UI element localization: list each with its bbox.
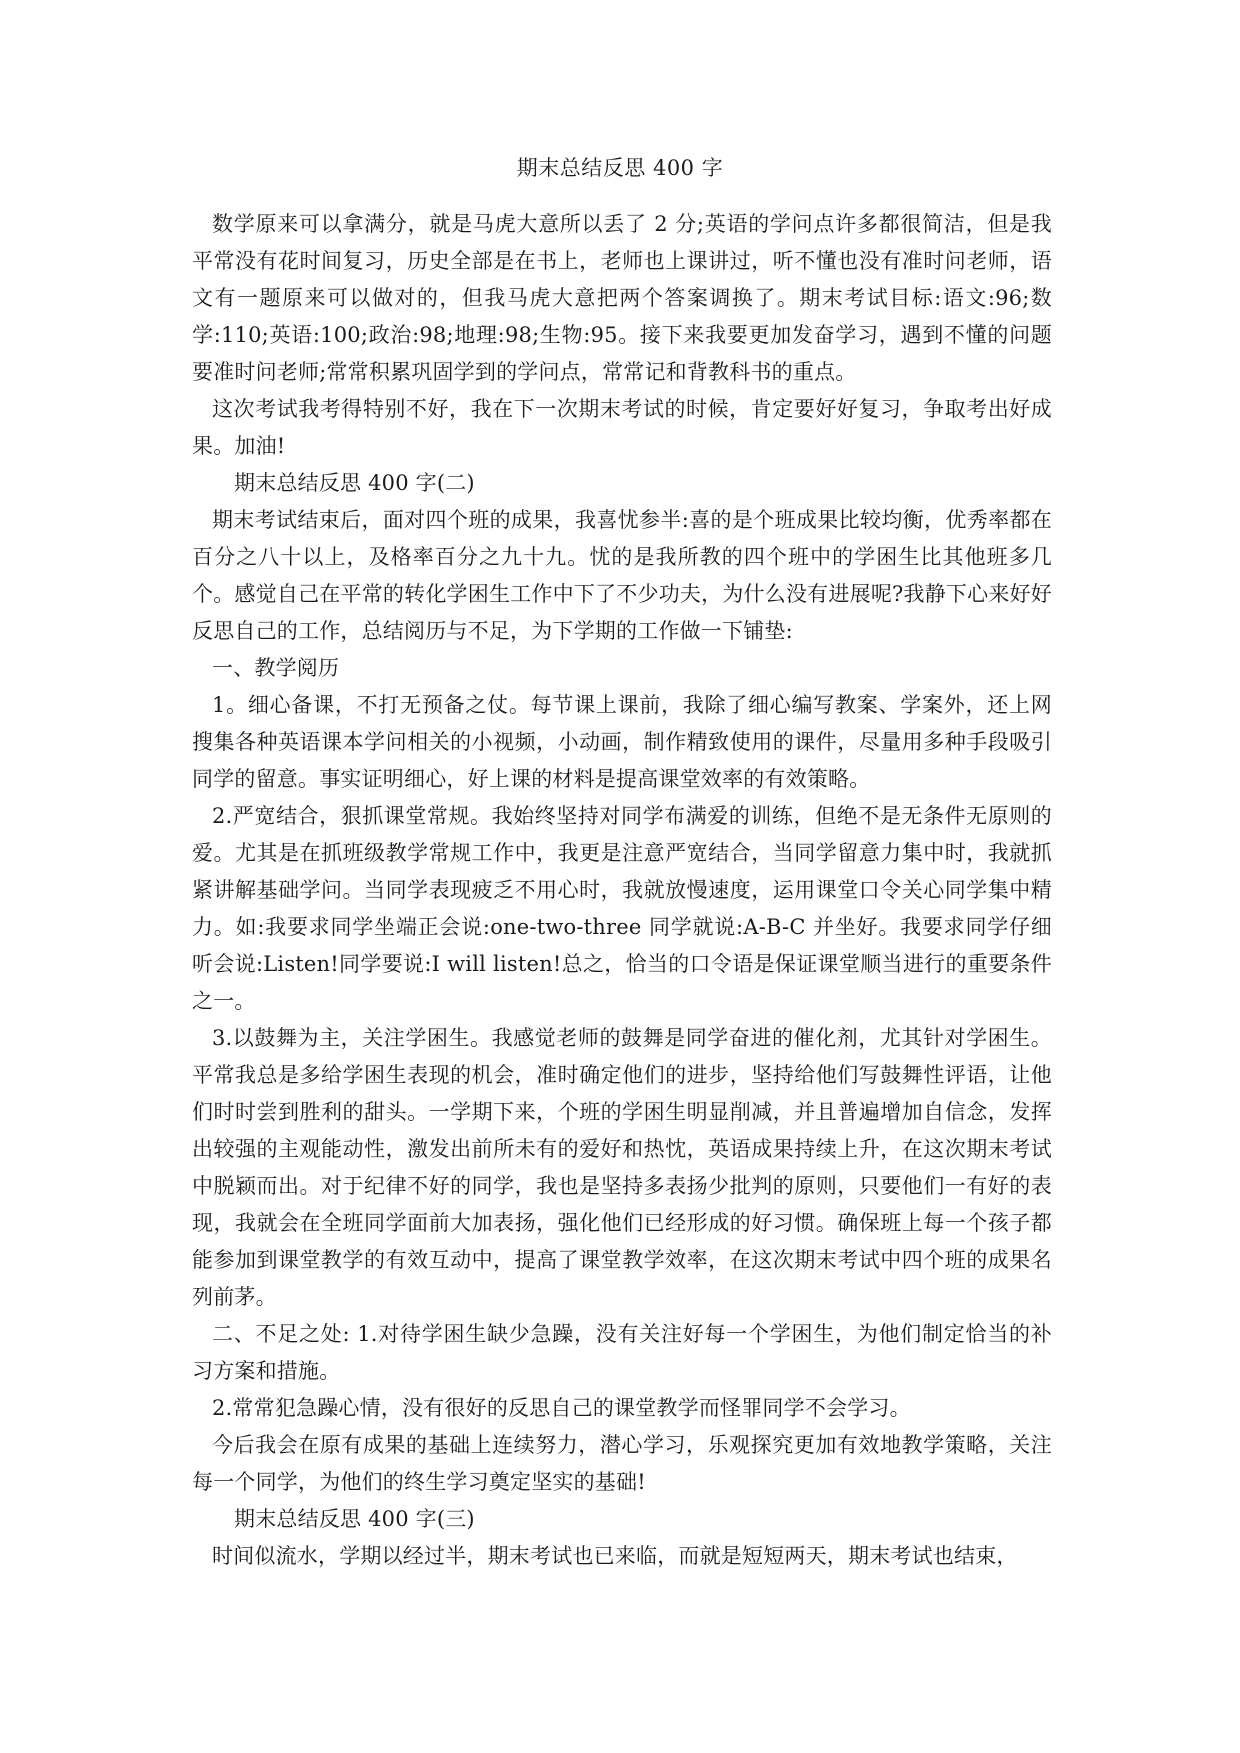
section-heading-two: 期末总结反思 400 字(二) xyxy=(234,471,475,495)
paragraph-point-three: 3.以鼓舞为主，关注学困生。我感觉老师的鼓舞是同学奋进的催化剂，尤其针对学困生。平常我总是多给学困生表现的机会，准时确定他们的进步，坚持给他们写鼓舞性评语，让他们时时尝到胜利的甜头。一学期下来，个班的学困生明显削减，并且普遍增加自信念，发挥出较强的主观能动性，激发出前所未有的爱好和热忱，英语成果持续上升，在这次期末考试中脱颖而出。对于纪律不好的同学，我也是坚持多表扬少批判的原则，只要他们一有好的表现，我就会在全班同学面前大加表扬，强化他们已经形成的好习惯。确保班上每一个孩子都能参加到课堂教学的有效互动中，提高了课堂教学效率，在这次期末考试中四个班的成果名列前茅。 xyxy=(192,1026,1052,1309)
heading-teaching-experience: 一、教学阅历 xyxy=(212,656,340,680)
paragraph-shortcoming-two: 2.常常犯急躁心情，没有很好的反思自己的课堂教学而怪罪同学不会学习。 xyxy=(212,1396,911,1420)
document-body xyxy=(192,206,1052,1575)
paragraph-point-one: 1。细心备课，不打无预备之仗。每节课上课前，我除了细心编写教案、学案外，还上网搜集各种英语课本学问相关的小视频，小动画，制作精致使用的课件，尽量用多种手段吸引同学的留意。事实证明细心，好上课的材料是提高课堂效率的有效策略。 xyxy=(192,693,1052,791)
paragraph-time-flows: 时间似流水，学期以经过半，期末考试也已来临，而就是短短两天，期末考试也结束， xyxy=(212,1544,1018,1568)
document-title: 期末总结反思 400 字 xyxy=(516,156,724,180)
paragraph-exam-results: 数学原来可以拿满分，就是马虎大意所以丢了 2 分;英语的学问点许多都很简洁，但是我平常没有花时间复习，历史全部是在书上，老师也上课讲过，听不懂也没有准时问老师，语文有一题原来可以做对的，但我马虎大意把两个答案调换了。期末考试目标:语文:96;数学:110;英语:100;政治:98;地理:98;生物:95。接下来我要更加发奋学习，遇到不懂的问题要准时问老师;常常积累巩固学到的学问点，常常记和背教科书的重点。 xyxy=(192,212,1052,384)
paragraph-encouragement: 这次考试我考得特别不好，我在下一次期末考试的时候，肯定要好好复习，争取考出好成果。加油! xyxy=(192,397,1052,458)
section-heading-three: 期末总结反思 400 字(三) xyxy=(234,1507,475,1531)
paragraph-future-plan: 今后我会在原有成果的基础上连续努力，潜心学习，乐观探究更加有效地教学策略，关注每一个同学，为他们的终生学习奠定坚实的基础! xyxy=(192,1433,1052,1494)
paragraph-after-exam: 期末考试结束后，面对四个班的成果，我喜忧参半:喜的是个班成果比较均衡，优秀率都在百分之八十以上，及格率百分之九十九。忧的是我所教的四个班中的学困生比其他班多几个。感觉自己在平常的转化学困生工作中下了不少功夫，为什么没有进展呢?我静下心来好好反思自己的工作，总结阅历与不足，为下学期的工作做一下铺垫: xyxy=(192,508,1052,643)
paragraph-point-two: 2.严宽结合，狠抓课堂常规。我始终坚持对同学布满爱的训练，但绝不是无条件无原则的爱。尤其是在抓班级教学常规工作中，我更是注意严宽结合，当同学留意力集中时，我就抓紧讲解基础学问。当同学表现疲乏不用心时，我就放慢速度，运用课堂口令关心同学集中精力。如:我要求同学坐端正会说:one-two-three 同学就说:A-B-C 并坐好。我要求同学仔细听会说:Listen!同学要说:I will listen!总之，恰当的口令语是保证课堂顺当进行的重要条件之一。 xyxy=(192,804,1052,1013)
paragraph-shortcomings: 二、不足之处: 1.对待学困生缺少急躁，没有关注好每一个学困生，为他们制定恰当的补习方案和措施。 xyxy=(192,1322,1052,1383)
